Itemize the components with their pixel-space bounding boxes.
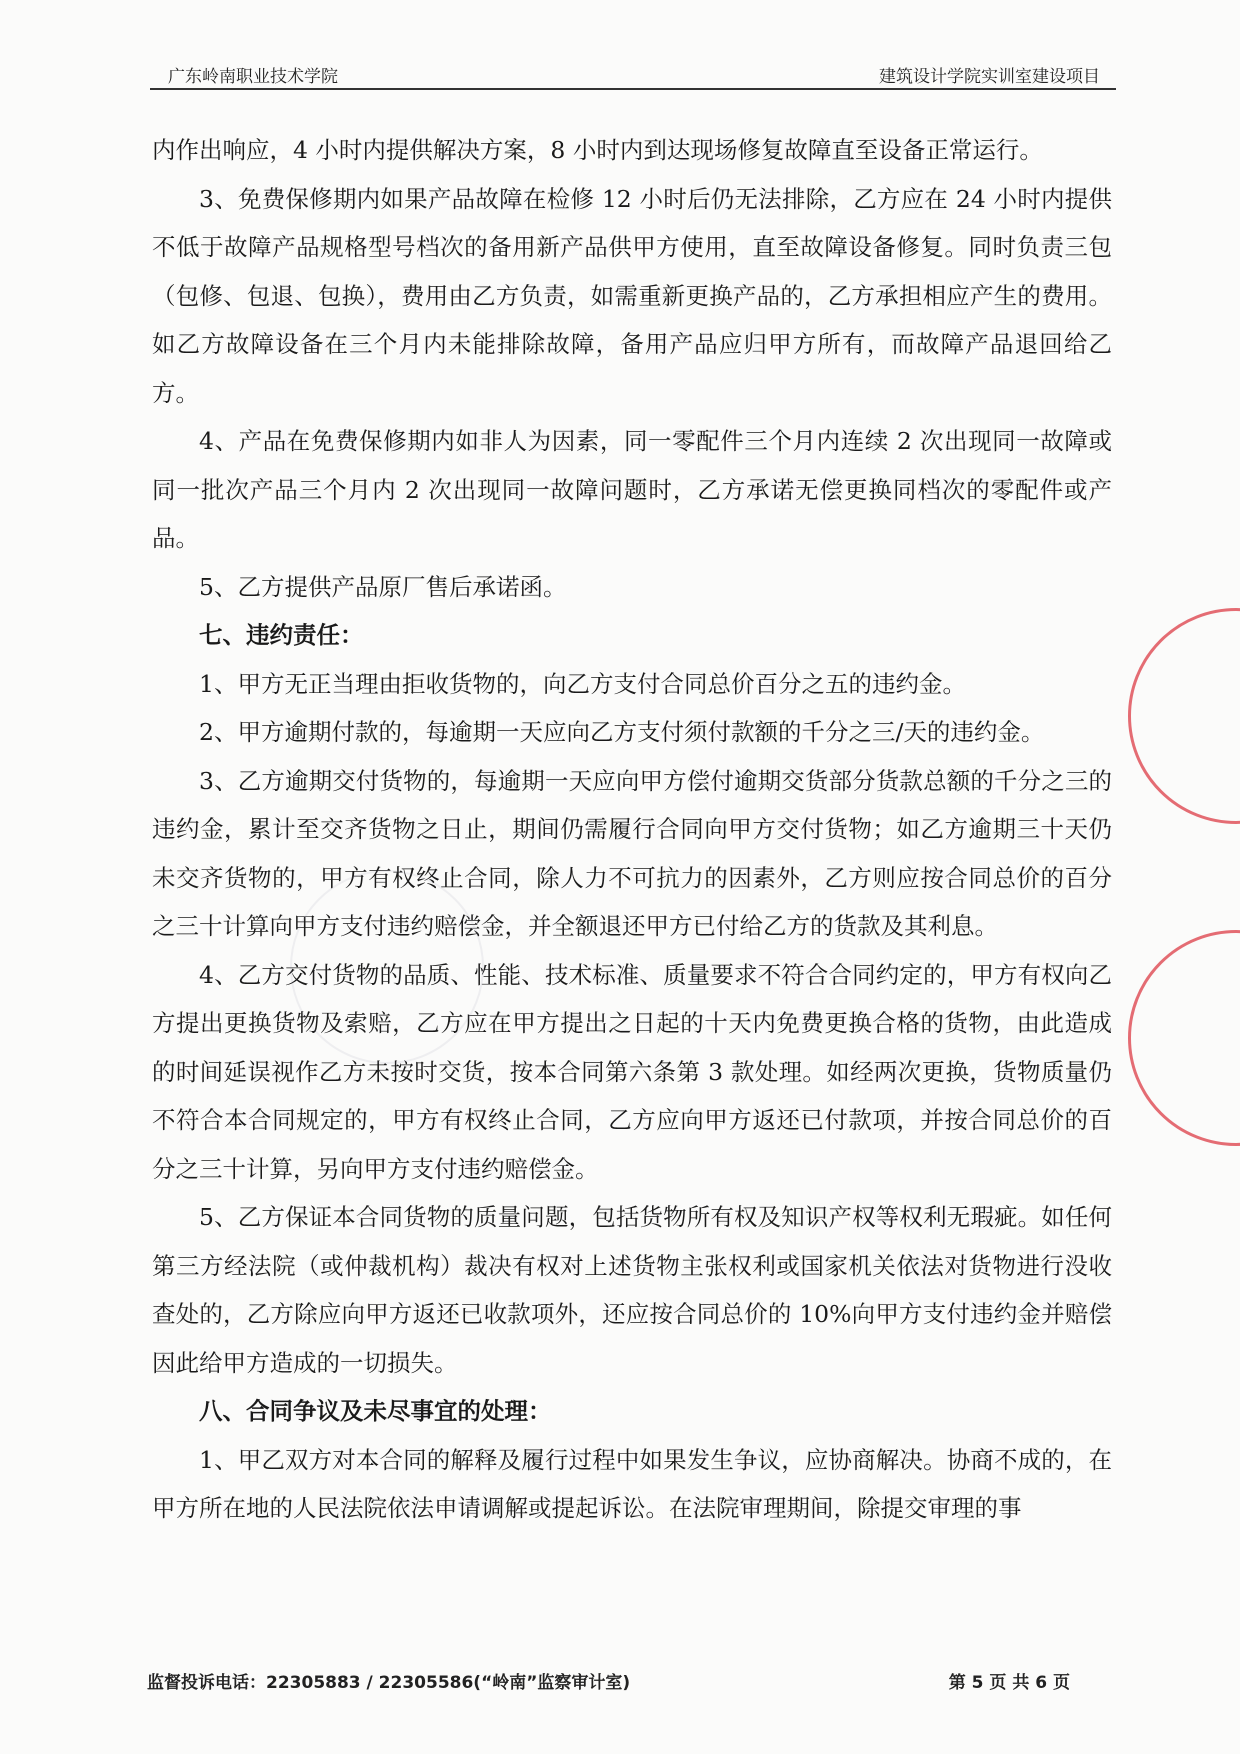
footer-complaint-phone: 监督投诉电话：22305883 / 22305586(“岭南”监察审计室) (147, 1673, 631, 1693)
red-seal-stamp (1128, 608, 1240, 824)
red-seal-stamp-company (1128, 930, 1240, 1146)
footer-page-number: 第 5 页 共 6 页 (948, 1673, 1070, 1693)
paragraph-breach-1: 1、甲方无正当理由拒收货物的，向乙方支付合同总价百分之五的违约金。 (199, 669, 966, 698)
paragraph-breach-2: 2、甲方逾期付款的，每逾期一天应向乙方支付须付款额的千分之三/天的违约金。 (199, 718, 1045, 746)
section-heading-disputes: 八、合同争议及未尽事宜的处理： (199, 1397, 552, 1425)
paragraph-breach-4: 4、乙方交付货物的品质、性能、技术标准、质量要求不符合合同约定的，甲方有权向乙方提出更换货物及索赔，乙方应在甲方提出之日起的十天内免费更换合格的货物，由此造成的时间延误视作乙方未按时交货，按本合同第六条第 3 款处理。如经两次更换，货物质量仍不符合本合同规定的，甲方有权终止合同，乙方应向甲方返还已付款项，并按合同总价的百分之三十计算，另向甲方支付违约赔偿金。 (152, 960, 1112, 1183)
faint-seal-impression (290, 870, 484, 1064)
paragraph-disputes-1: 1、甲乙双方对本合同的解释及履行过程中如果发生争议，应协商解决。协商不成的，在甲方所在地的人民法院依法申请调解或提起诉讼。在法院审理期间，除提交审理的事 (152, 1445, 1112, 1522)
page-header (150, 58, 1116, 90)
header-institution: 广东岭南职业技术学院 (168, 67, 338, 87)
paragraph-continuation: 内作出响应，4 小时内提供解决方案，8 小时内到达现场修复故障直至设备正常运行。 (152, 136, 1043, 164)
paragraph-breach-3: 3、乙方逾期交付货物的，每逾期一天应向甲方偿付逾期交货部分货款总额的千分之三的违约金，累计至交齐货物之日止，期间仍需履行合同向甲方交付货物；如乙方逾期三十天仍未交齐货物的，甲方有权终止合同，除人力不可抗力的因素外，乙方则应按合同总价的百分之三十计算向甲方支付违约赔偿金，并全额退还甲方已付给乙方的货款及其利息。 (152, 766, 1112, 940)
paragraph-warranty-5: 5、乙方提供产品原厂售后承诺函。 (199, 572, 567, 601)
paragraph-warranty-3: 3、免费保修期内如果产品故障在检修 12 小时后仍无法排除，乙方应在 24 小时内提供不低于故障产品规格型号档次的备用新产品供甲方使用，直至故障设备修复。同时负责三包（包修、包退、包换），费用由乙方负责，如需重新更换产品的，乙方承担相应产生的费用。如乙方故障设备在三个月内未能排除故障，备用产品应归甲方所有，而故障产品退回给乙方。 (152, 184, 1112, 407)
section-heading-breach: 七、违约责任： (199, 621, 364, 649)
paragraph-breach-5: 5、乙方保证本合同货物的质量问题，包括货物所有权及知识产权等权利无瑕疵。如任何第三方经法院（或仲裁机构）裁决有权对上述货物主张权利或国家机关依法对货物进行没收查处的，乙方除应向甲方返还已收款项外，还应按合同总价的 10%向甲方支付违约金并赔偿因此给甲方造成的一切损失。 (152, 1203, 1112, 1377)
paragraph-warranty-4: 4、产品在免费保修期内如非人为因素，同一零配件三个月内连续 2 次出现同一故障或同一批次产品三个月内 2 次出现同一故障问题时，乙方承诺无偿更换同档次的零配件或产品。 (152, 427, 1112, 552)
document-body (152, 126, 1112, 1533)
header-project: 建筑设计学院实训室建设项目 (879, 67, 1100, 87)
